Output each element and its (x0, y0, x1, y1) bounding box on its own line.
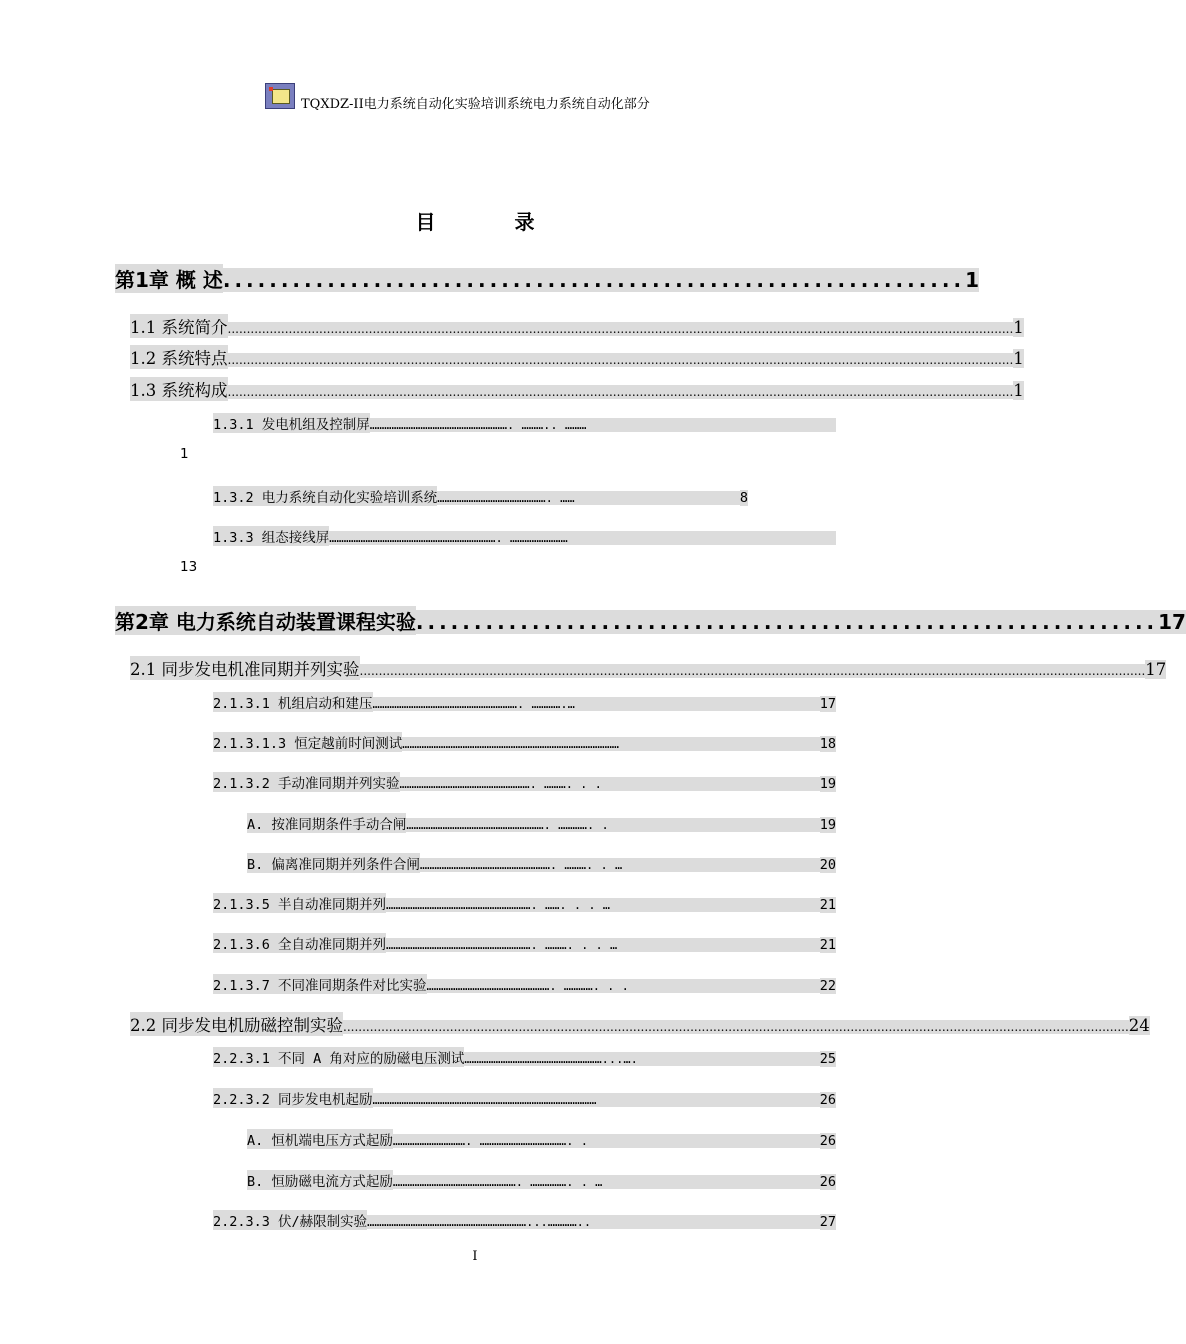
toc-label: 2.2.3.1 不同 A 角对应的励磁电压测试 (213, 1047, 464, 1067)
toc-page: 17 (1145, 660, 1167, 679)
toc-page: 26 (819, 1133, 836, 1149)
toc-leader: ................................................................ (415, 610, 1159, 634)
toc-leader: ………………………………………. …… (437, 491, 740, 505)
toc-label: 2.1.3.6 全自动准同期并列 (213, 933, 386, 953)
toc-sub-2-1-3-6[interactable] (213, 933, 836, 953)
toc-label: 1.3.3 组态接线屏 (213, 526, 329, 546)
toc-leader: .............................................................................................................................................................................................................. (227, 322, 1014, 336)
toc-page: 1 (1013, 381, 1024, 400)
toc-leader: …………………………. ………………………………. . (393, 1134, 820, 1148)
toc-sub-1-3-2[interactable] (213, 486, 748, 506)
toc-leader: ………………………………………………. ………. . … (420, 858, 820, 872)
toc-label: 2.1 同步发电机准同期并列实验 (130, 656, 360, 680)
toc-leader: .............................................................................................................................................................................................................. (343, 1020, 1129, 1034)
toc-label: 2.1.3.7 不同准同期条件对比实验 (213, 974, 427, 994)
toc-leader: ……………………………………………………………………………… (402, 737, 819, 751)
toc-leader: .............................................................................................................................................................................................................. (359, 664, 1146, 678)
toc-leader: .............................................................................................................................................................................................................. (227, 353, 1014, 367)
toc-page: 21 (819, 897, 836, 913)
toc-page: 20 (819, 857, 836, 873)
toc-page: 19 (819, 817, 836, 833)
toc-page: 19 (819, 776, 836, 792)
toc-page: 26 (819, 1092, 836, 1108)
toc-leader: ……………………………………………. …………. . . (427, 979, 820, 993)
toc-page: 25 (819, 1051, 836, 1067)
toc-leader: ……………………………………………………. ………. . . … (386, 938, 820, 952)
page-header (265, 82, 650, 110)
toc-sub-2-1-3-1-3[interactable] (213, 732, 836, 752)
page-title: 目 录 (415, 210, 571, 234)
page-number: I (472, 1249, 478, 1264)
toc-label: B. 偏离准同期并列条件合闸 (247, 853, 420, 873)
toc-page: 18 (819, 736, 836, 752)
toc-page: 1 (1013, 349, 1024, 368)
toc-sub-2-1-3-2[interactable] (213, 772, 836, 792)
toc-subsub-b-2[interactable] (247, 1170, 836, 1190)
toc-leader: ………………………………………………. ………. . . (400, 777, 820, 791)
toc-leader: .............................................................................................................................................................................................................. (227, 385, 1014, 399)
toc-label: 1.2 系统特点 (130, 345, 228, 369)
toc-page: 17 (1158, 610, 1186, 634)
toc-leader: ……………………………………………. ……………. . … (393, 1175, 820, 1189)
toc-section-2-1[interactable] (130, 656, 1167, 679)
toc-leader: ……………………………………………………. ………….… (373, 697, 820, 711)
toc-leader: ................................................................ (222, 268, 966, 292)
toc-label: 2.1.3.1.3 恒定越前时间测试 (213, 732, 402, 752)
toc-section-1-3[interactable] (130, 377, 1024, 400)
toc-label: B. 恒励磁电流方式起励 (247, 1170, 393, 1190)
toc-sub-1-3-1[interactable] (213, 413, 836, 433)
toc-leader: …………………………………………………. ……….. ……… (370, 418, 836, 432)
toc-page: 22 (819, 978, 836, 994)
toc-label: 2.1.3.2 手动准同期并列实验 (213, 772, 400, 792)
toc-leader: …………………………………………………...…. (464, 1052, 819, 1066)
toc-label: A. 恒机端电压方式起励 (247, 1129, 393, 1149)
toc-page: 1 (965, 268, 980, 292)
toc-leader: ……………………………………………………. ……. . . … (386, 898, 820, 912)
toc-subsub-a[interactable] (247, 813, 836, 833)
header-text: TQXDZ-II电力系统自动化实验培训系统电力系统自动化部分 (301, 96, 650, 112)
toc-section-1-1[interactable] (130, 314, 1024, 337)
toc-sub-2-2-3-2[interactable] (213, 1088, 836, 1108)
toc-label: 1.3.1 发电机组及控制屏 (213, 413, 370, 433)
toc-page: 8 (739, 490, 748, 506)
toc-page: 26 (819, 1174, 836, 1190)
toc-label: 1.3.2 电力系统自动化实验培训系统 (213, 486, 437, 506)
toc-page: 1 (1013, 318, 1024, 337)
toc-leader: ……………………………………………………………. …………………… (329, 531, 836, 545)
toc-chapter-1[interactable] (115, 264, 980, 292)
toc-page: 27 (819, 1214, 836, 1230)
toc-label: 1.1 系统简介 (130, 314, 228, 338)
toc-leader: …………………………………………………. …………. . (406, 818, 819, 832)
toc-subsub-a-2[interactable] (247, 1129, 836, 1149)
toc-section-1-2[interactable] (130, 345, 1024, 368)
toc-label: A. 按准同期条件手动合闸 (247, 813, 406, 833)
toc-label: 2.1.3.1 机组启动和建压 (213, 692, 373, 712)
toc-page: 17 (819, 696, 836, 712)
toc-sub-2-1-3-5[interactable] (213, 893, 836, 913)
toc-subsub-b[interactable] (247, 853, 836, 873)
toc-label: 第1章 概 述 (115, 264, 223, 293)
toc-sub-1-3-3[interactable] (213, 526, 836, 546)
toc-label: 1.3 系统构成 (130, 377, 228, 401)
toc-sub-2-1-3-7[interactable] (213, 974, 836, 994)
toc-label: 第2章 电力系统自动装置课程实验 (115, 606, 416, 635)
toc-chapter-2[interactable] (115, 606, 1186, 634)
document-logo-icon (265, 83, 295, 109)
toc-wrapped-page: 1 (180, 446, 189, 462)
toc-sub-2-2-3-1[interactable] (213, 1047, 836, 1067)
toc-page: 24 (1128, 1016, 1150, 1035)
toc-sub-2-2-3-3[interactable] (213, 1210, 836, 1230)
toc-label: 2.2 同步发电机励磁控制实验 (130, 1012, 343, 1036)
toc-label: 2.2.3.3 伏/赫限制实验 (213, 1210, 367, 1230)
toc-label: 2.2.3.2 同步发电机起励 (213, 1088, 373, 1108)
toc-leader: …………………………………………………………...………….. (367, 1215, 820, 1229)
toc-leader: ………………………………………………………………………………… (373, 1093, 820, 1107)
toc-sub-2-1-3-1[interactable] (213, 692, 836, 712)
toc-section-2-2[interactable] (130, 1012, 1150, 1035)
toc-page: 21 (819, 937, 836, 953)
toc-wrapped-page: 13 (180, 559, 198, 575)
toc-label: 2.1.3.5 半自动准同期并列 (213, 893, 386, 913)
